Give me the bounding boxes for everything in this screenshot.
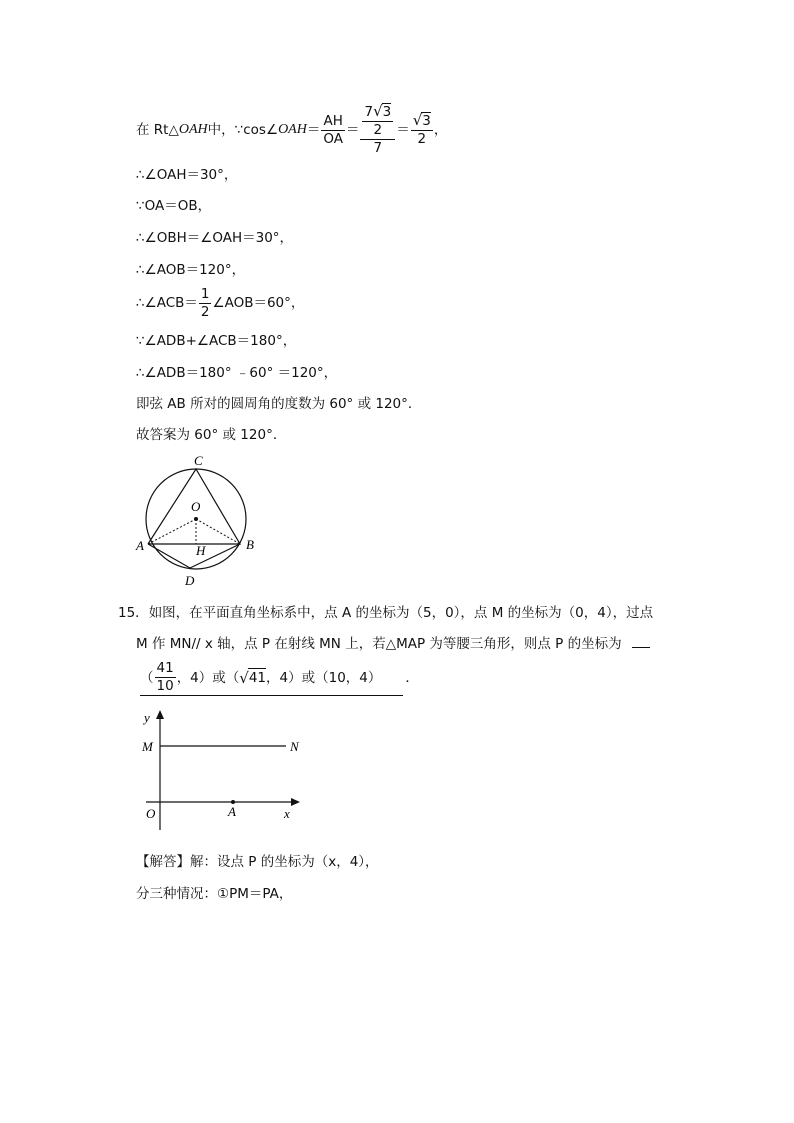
r-denominator: 2 [417,131,427,147]
text-tail: ， [433,122,448,138]
equals-2: ＝ [345,122,360,138]
inner-fraction [362,103,393,139]
fraction-ah-oa [321,113,345,148]
label-o: O [191,499,201,514]
sqrt-radicand: 3 [382,104,392,120]
solution-line-9: 即弦 AB 所对的圆周角的度数为 60° 或 120°． [136,396,422,412]
solution-line-6 [136,284,304,322]
problem-15-line-1 [118,604,653,622]
answer-end: ． [405,670,419,686]
sqrt-sign: √ [239,668,249,687]
r-numerator [411,112,433,131]
answer-fraction-num: 41 [156,660,174,676]
answer-part-2: ，4）或（10，4） [266,669,382,686]
problem-text-2: M 作 MN// x 轴，点 P 在射线 MN 上，若△MAP 为等腰三角形，则点 P 的坐标为 [136,636,622,652]
equals-3: ＝ [396,122,410,138]
problem-15-answer [140,660,419,696]
answer-open: （ [140,669,154,686]
label-d: D [185,573,195,588]
axes-figure [136,706,316,836]
half-numerator: 1 [200,285,210,302]
line6-prefix: ∴∠ACB＝ [136,295,198,311]
answer-part-1: ，4）或（ [176,669,240,686]
text-prefix: 在 Rt△ [136,122,179,138]
sqrt-sign: √ [412,111,423,129]
fraction-sqrt3-over-2 [411,112,433,148]
equals-1: ＝ [306,122,321,138]
sqrt-sign: √ [373,102,383,120]
answer-underlined [140,660,403,696]
solution-line-5: ∴∠AOB＝120°， [136,262,246,278]
line6-suffix: ∠AOB＝60°， [212,295,305,311]
label-c: C [194,453,203,468]
coefficient: 7 [364,104,374,120]
solution-15-line-2: 分三种情况：①PM＝PA， [136,886,293,902]
solution-15-line-1: 【解答】解：设点 P 的坐标为（x，4）， [136,854,379,870]
solution-line-3: ∵OA＝OB， [136,198,212,214]
answer-blank-start [632,647,650,648]
problem-number: 15． [118,605,149,621]
answer-fraction [155,660,176,695]
problem-text-1: 如图，在平面直角坐标系中，点 A 的坐标为（5，0），点 M 的坐标为（0，4），过点 [148,605,654,621]
x-axis-arrow [291,798,300,806]
triangle-name: OAH [178,122,208,137]
sqrt-radicand: 3 [422,113,431,129]
fraction-half [199,286,212,321]
fraction-compound [360,103,395,157]
label-n: N [290,739,299,754]
problem-15-line-2 [136,635,650,653]
label-a: A [136,538,144,553]
label-b: B [246,537,254,552]
angle-name: OAH [278,122,307,137]
answer-fraction-den: 10 [156,678,174,694]
fraction-denominator: OA [323,130,343,147]
compound-numerator [360,103,395,140]
label-a: A [228,804,236,819]
dotted-ob [196,519,240,544]
label-h: H [196,543,206,558]
label-m: M [142,739,153,754]
solution-line-2: ∴∠OAH＝30°， [136,167,238,183]
inner-denominator: 2 [373,122,383,138]
solution-line-4: ∴∠OBH＝∠OAH＝30°， [136,230,294,246]
label-o: O [146,806,156,821]
solution-line-10: 故答案为 60° 或 120°． [136,427,287,443]
circle-figure [134,452,274,592]
inner-numerator [362,103,393,122]
solution-line-8: ∴∠ADB＝180° ﹣60° ＝120°， [136,365,338,381]
dotted-oa [148,519,196,544]
point-o [194,517,198,521]
half-denominator: 2 [200,303,210,320]
fraction-numerator: AH [321,113,345,131]
label-y: y [144,710,150,725]
label-x: x [284,806,290,821]
solution-line-7: ∵∠ADB+∠ACB＝180°， [136,333,297,349]
answer-sqrt-radicand: 41 [248,670,267,686]
text-mid: 中，∵cos∠ [207,122,279,138]
compound-denominator: 7 [373,140,383,156]
solution-line-cos [136,98,447,162]
y-axis-arrow [156,710,164,719]
